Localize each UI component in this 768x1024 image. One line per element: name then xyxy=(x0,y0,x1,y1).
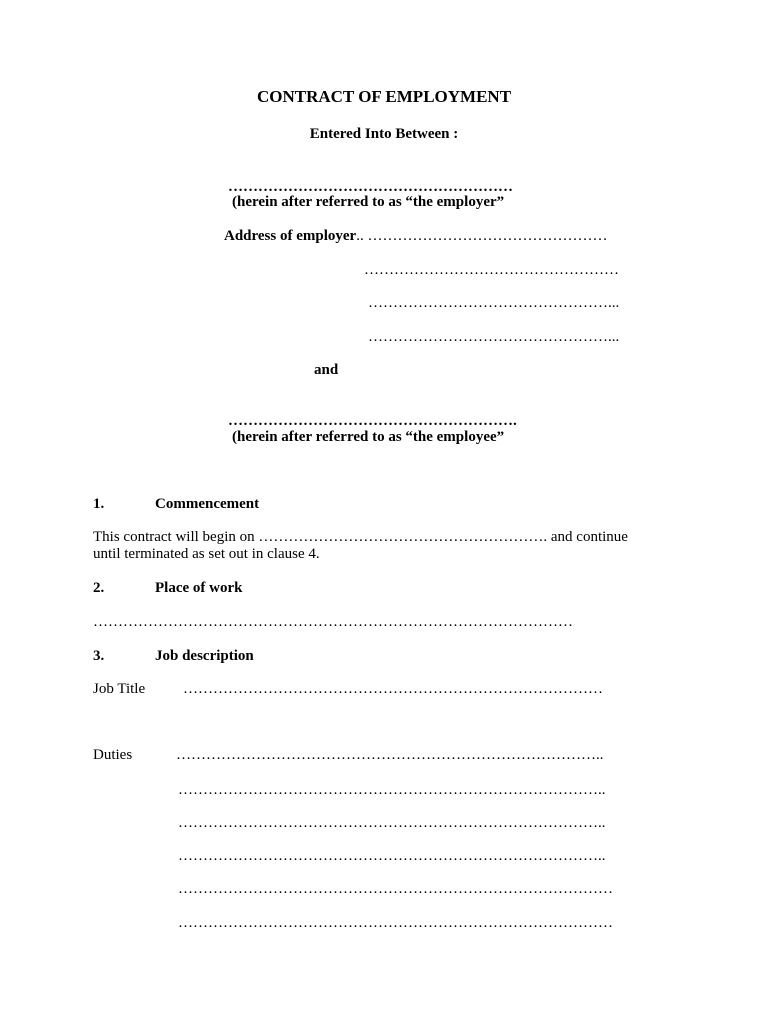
employee-note: (herein after referred to as “the employee” xyxy=(232,429,505,445)
employer-note: (herein after referred to as “the employer” xyxy=(232,194,505,210)
address-row xyxy=(224,228,607,245)
commencement-text-line-2: until terminated as set out in clause 4. xyxy=(93,546,320,562)
and-text: and xyxy=(314,362,339,378)
duties-line-4-blank[interactable]: ………………………………………………………………………….. xyxy=(178,848,606,864)
duties-line-5-blank[interactable]: …………………………………………………………………………… xyxy=(178,881,613,897)
duties-line-1-blank[interactable]: ………………………………………………………………………….. xyxy=(176,747,604,763)
job-title-blank[interactable]: ………………………………………………………………………… xyxy=(183,681,603,697)
document-title: CONTRACT OF EMPLOYMENT xyxy=(256,87,512,106)
duties-line-6-blank[interactable]: …………………………………………………………………………… xyxy=(178,915,613,931)
address-line-2-blank[interactable]: …………………………………………… xyxy=(364,262,619,278)
place-of-work-blank[interactable]: …………………………………………………………………………………… xyxy=(93,614,573,630)
address-line-3-blank[interactable]: …………………………………………... xyxy=(368,295,620,311)
section-2-number: 2. xyxy=(93,580,105,596)
section-2-heading: Place of work xyxy=(155,580,243,596)
employer-name-blank[interactable]: ………………………………………………… xyxy=(228,179,513,195)
document-subtitle: Entered Into Between : xyxy=(309,126,459,142)
address-line-4-blank[interactable]: …………………………………………... xyxy=(368,329,620,345)
address-label: Address of employer xyxy=(224,228,357,244)
section-3-number: 3. xyxy=(93,648,105,664)
address-line-1-blank[interactable]: .. ………………………………………… xyxy=(356,228,608,244)
commencement-text-line-1[interactable]: This contract will begin on …………………………………………………. and continue xyxy=(93,529,628,545)
section-1-heading: Commencement xyxy=(155,496,260,512)
section-1-number: 1. xyxy=(93,496,105,512)
section-3-heading: Job description xyxy=(155,648,254,664)
duties-label: Duties xyxy=(93,747,133,763)
job-title-label: Job Title xyxy=(93,681,146,697)
employee-name-blank[interactable]: …………………………………………………. xyxy=(228,413,517,429)
duties-line-3-blank[interactable]: ………………………………………………………………………….. xyxy=(178,815,606,831)
duties-line-2-blank[interactable]: ………………………………………………………………………….. xyxy=(178,782,606,798)
